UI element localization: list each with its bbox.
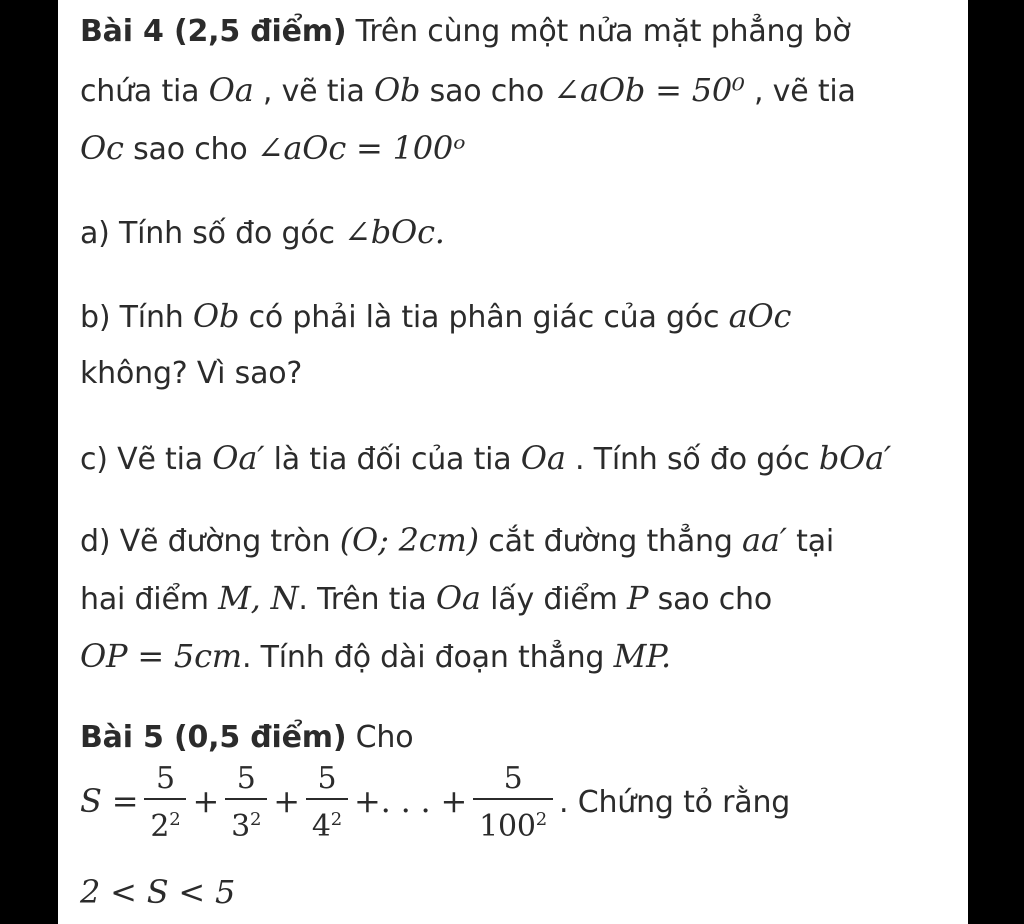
denominator [225,798,267,847]
math-circle: (O; 2cm) [339,521,479,559]
text: c) Vẽ tia [80,442,213,477]
text: cắt đường thẳng [478,524,743,559]
den-base: 2 [150,809,170,844]
bai5-title: Bài 5 (0,5 điểm) [80,720,347,755]
numerator: 5 [236,761,256,796]
math-ray-oc: Oc [80,129,124,167]
plus-sign: + [273,782,300,820]
text: không? Vì sao? [80,356,303,391]
text: . Chứng tỏ rằng [559,785,791,820]
text: . Tính số đo góc [565,442,819,477]
part-a [80,212,445,254]
ellipsis: +. . . + [354,782,468,820]
plus-sign: + [192,782,220,820]
den-exp: 2 [169,809,181,830]
math-inequality: 2 < S < 5 [80,873,236,911]
math-angle-aob: ∠aOb = 50⁰ [553,71,745,109]
den-exp: 2 [249,809,262,830]
math-points-mn: M, N [218,579,299,617]
bai4-line2 [80,70,856,112]
bai5-sum-line [80,760,790,847]
problem-page [58,0,968,924]
math-ray-ob: Ob [192,297,240,335]
text: tại [786,524,835,559]
numerator: 5 [503,761,523,796]
math-angle-boa-prime: bOa′ [818,439,892,477]
math-ray-ob: Ob [373,71,421,109]
part-b-line1 [80,296,791,338]
part-d-line1 [80,520,834,562]
denominator [144,798,186,847]
math-angle-aoc: aOc [728,297,792,335]
math-ray-oa-prime: Oa′ [212,439,265,477]
fraction-1 [144,760,186,847]
text: là tia đối của tia [264,442,521,477]
part-d-line2 [80,578,772,620]
math-point-p: P [626,579,649,617]
den-exp: 2 [535,809,548,830]
math-ray-oa: Oa [208,71,254,109]
bai4-title: Bài 4 (2,5 điểm) [80,14,347,49]
denominator [306,798,348,847]
math-angle-aoc: ∠aOc = 100ᵒ [256,129,466,167]
math-angle-boc: ∠bOc. [344,213,445,251]
math-op-length: OP = 5cm [80,637,242,675]
fraction-2 [225,760,267,847]
text: sao cho [420,74,554,109]
math-segment-mp: MP. [613,637,671,675]
den-base: 4 [311,809,331,844]
math-ray-oa: Oa [435,579,481,617]
bai4-line3 [80,128,465,170]
math-s-eq: S = [80,782,139,820]
den-base: 3 [231,809,250,844]
bai4-line1-text: Trên cùng một nửa mặt phẳng bờ [346,14,851,49]
text: b) Tính [80,300,193,335]
text: chứa tia [80,74,209,109]
text: Cho [346,720,414,755]
text: . Tính độ dài đoạn thẳng [241,640,614,675]
math-line-aa-prime: aa′ [742,521,787,559]
bai5-title-line [80,718,413,758]
text: d) Vẽ đường tròn [80,524,340,559]
text: a) Tính số đo góc [80,216,345,251]
fraction-3 [306,760,348,847]
bai5-inequality-line [80,872,235,914]
part-d-line3 [80,636,671,678]
text: sao cho [123,132,257,167]
text: có phải là tia phân giác của góc [239,300,729,335]
den-exp: 2 [330,809,343,830]
text: , vẽ tia [253,74,374,109]
text: hai điểm [80,582,219,617]
math-ray-oa: Oa [520,439,566,477]
text: , vẽ tia [744,74,856,109]
text: . Trên tia [298,582,436,617]
denominator [473,798,553,847]
numerator: 5 [155,761,175,796]
text: sao cho [648,582,772,617]
den-base: 100 [479,809,536,844]
numerator: 5 [317,761,337,796]
part-c [80,438,891,480]
text: lấy điểm [480,582,627,617]
fraction-4 [473,760,553,847]
part-b-line2 [80,354,302,394]
bai4-line1 [80,12,851,52]
